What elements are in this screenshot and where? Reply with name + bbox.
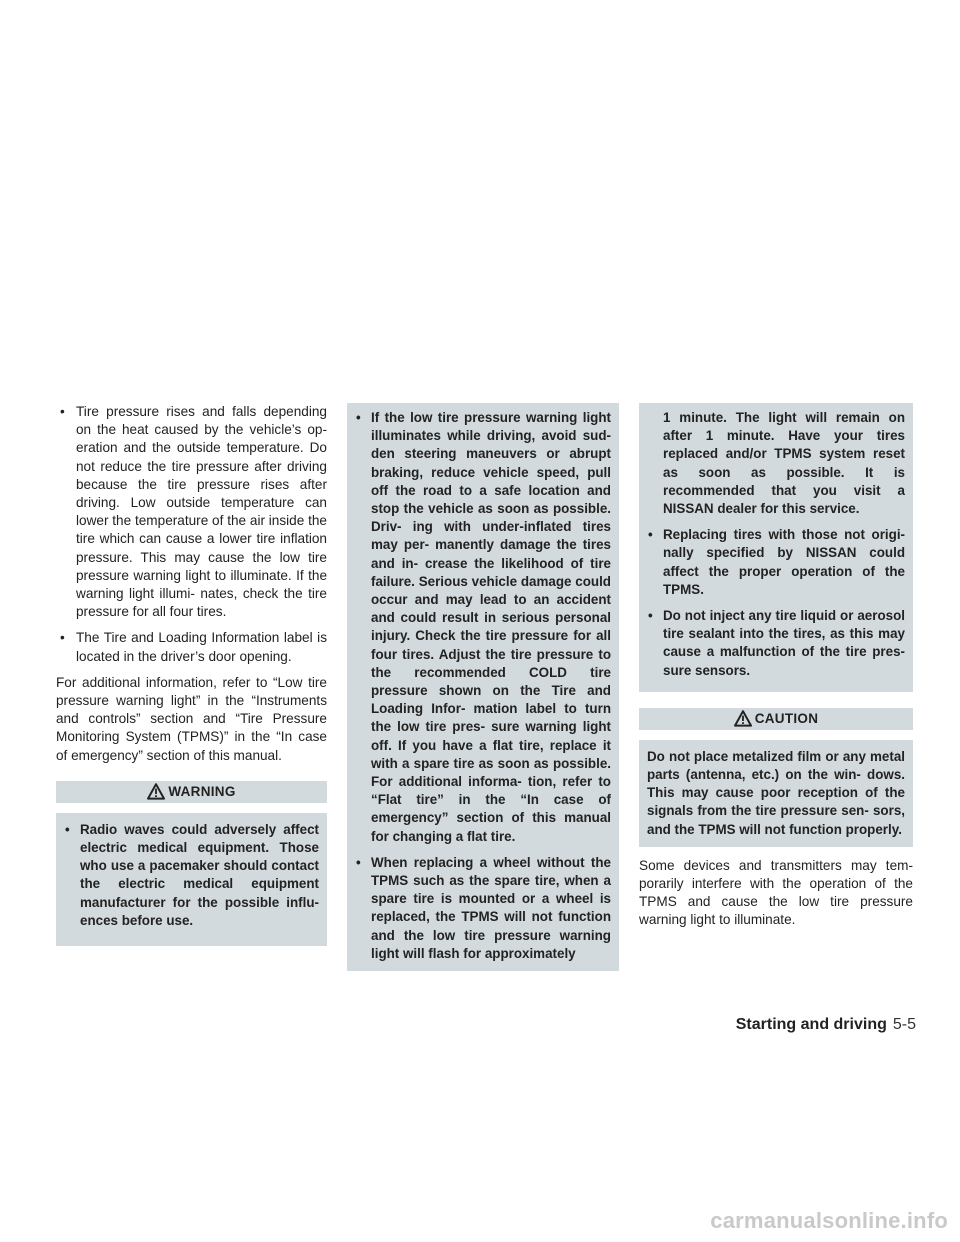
list-item-text: The Tire and Loading Information label is located in the driver’s door opening. [76, 630, 327, 664]
column-2 [347, 403, 619, 971]
bullet-dot: • [648, 608, 653, 624]
warning-heading-text: WARNING [168, 783, 236, 799]
caution-divider [639, 730, 913, 740]
warning-item [647, 526, 905, 599]
warning-triangle-icon [147, 783, 165, 807]
warning-body [56, 813, 327, 946]
warning-box-continued [639, 403, 913, 692]
column-3 [639, 403, 913, 930]
interference-paragraph: Some devices and transmitters may tem- porarily interfere with the operation of the TPMS and cause the low tire pressure warning light to illuminate. [639, 857, 913, 928]
bullet-dot: • [356, 854, 361, 870]
caution-text: Do not place metalized film or any metal parts (antenna, etc.) on the win- dows. This may cause poor reception of the signals from the tire pressure sen- sors, and the TPMS will not function properly. [647, 748, 905, 837]
warning-body [639, 403, 913, 692]
section-title: Starting and driving [735, 1016, 887, 1033]
warning-item [64, 821, 319, 930]
warning-item [355, 854, 611, 963]
warning-item [355, 409, 611, 846]
warning-item [647, 607, 905, 680]
warning-item-text: Replacing tires with those not origi- nally specified by NISSAN could affect the proper operation of the TPMS. [663, 527, 905, 597]
list-item [56, 403, 327, 621]
warning-item-text: Do not inject any tire liquid or aerosol tire sealant into the tires, as this may cause a malfunction of the tire pres- sure sensors. [663, 608, 905, 678]
page-number: 5-5 [892, 1016, 916, 1033]
bullet-dot: • [648, 527, 653, 543]
caution-body [639, 740, 913, 847]
warning-item-text: When replacing a wheel without the TPMS such as the spare tire, when a spare tire is mounted or a wheel is replaced, the TPMS will not function and the low tire pressure warning light will flash for approximately [371, 854, 611, 961]
warning-body [347, 403, 619, 971]
bullet-dot: • [65, 821, 70, 837]
warning-item-text: If the low tire pressure warning light illuminates while driving, avoid sud- den steering maneuvers or abrupt braking, reduce vehicle speed, pull off the road to a safe location and stop the vehicle as soon as possible. Driv- ing with under-inflated tires may per- manently damage the tires and in- crease the likelihood of tire failure. Serious vehicle damage could occur and may lead to an accident and could result in serious personal injury. Check the tire pressure for all four tires. Adjust the tire pressure to the recommended COLD tire pressure shown on the Tire and Loading Infor- mation label to turn the low tire pres- sure warning light off. If you have a flat tire, replace it with a spare tire as soon as possible. For additional informa- tion, refer to “Flat tire” in the “In case of emergency” section of this manual for changing a flat tire. [371, 410, 611, 844]
caution-heading [639, 708, 913, 730]
list-item-text: Tire pressure rises and falls depending on the heat caused by the vehicle’s op- eration and the outside temperature. Do not reduce the tire pressure after driving because the tire pressure rises after driving. Low outside temperature can lower the temperature of the air inside the tire which can cause a lower tire inflation pressure. This may cause the low tire pressure warning light to illuminate. If the warning light illumi- nates, check the tire pressure for all four tires. [76, 404, 327, 620]
caution-box [639, 708, 913, 847]
bullet-dot: • [60, 630, 65, 646]
warning-triangle-icon [734, 710, 752, 734]
warning-item-text: Radio waves could adversely affect electric medical equipment. Those who use a pacemaker should contact the electric medical equipment manufacturer for the possible influ- ences before use. [80, 821, 319, 928]
warning-box [56, 781, 327, 946]
warning-continuation: 1 minute. The light will remain on after 1 minute. Have your tires replaced and/or TPMS system reset as soon as possible. It is recommended that you visit a NISSAN dealer for this service. [663, 410, 905, 517]
bullet-dot: • [356, 410, 361, 425]
watermark: carmanualsonline.info [710, 1208, 948, 1233]
reference-paragraph: For additional information, refer to “Low tire pressure warning light” in the “Instruments and controls” section and “Tire Pressure Monitoring System (TPMS)” in the “In case of emergency” section of this manual. [56, 674, 327, 763]
column-1 [56, 403, 327, 946]
warning-box-continued [347, 403, 619, 971]
warning-divider [56, 803, 327, 813]
warning-heading [56, 781, 327, 803]
bullet-dot: • [60, 404, 65, 419]
caution-heading-text: CAUTION [754, 710, 819, 726]
page-footer [702, 1014, 916, 1036]
list-item [56, 629, 327, 665]
